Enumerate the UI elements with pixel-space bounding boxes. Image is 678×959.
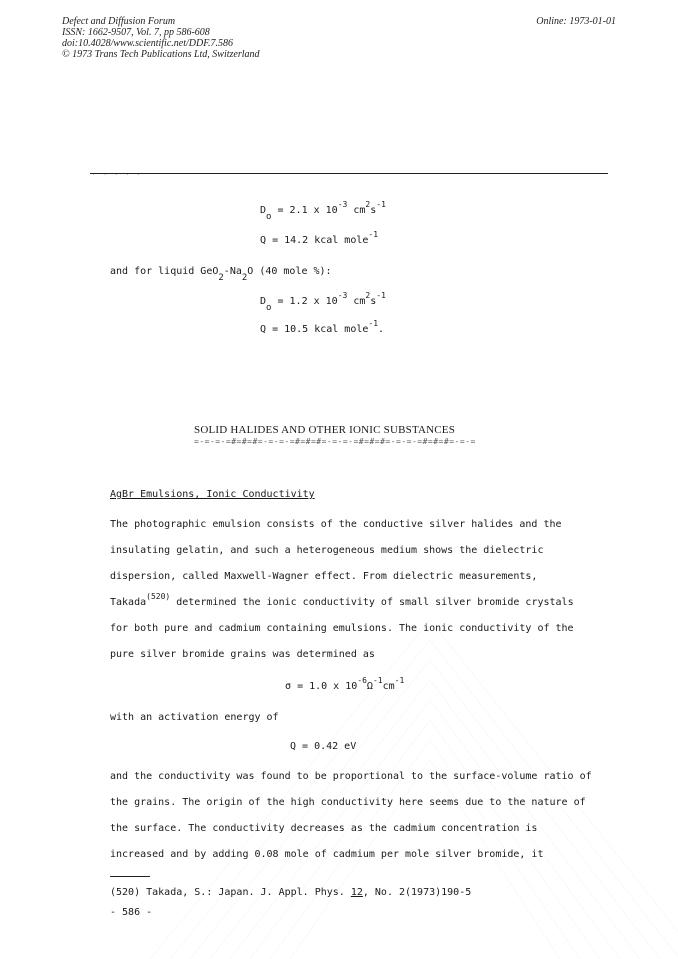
rule-dots: . . . . . <box>92 170 143 177</box>
text-line: and the conductivity was found to be proportional to the surface-volume ratio of <box>110 771 592 782</box>
subsection-title: AgBr Emulsions, Ionic Conductivity <box>110 489 315 500</box>
doi-link[interactable]: doi:10.4028/www.scientific.net/DDF.7.586 <box>62 38 234 49</box>
text-line: for both pure and cadmium containing emulsions. The ionic conductivity of the <box>110 623 574 634</box>
issn-line: ISSN: 1662-9507, Vol. 7, pp 586-608 <box>62 27 210 38</box>
footnote-rule <box>110 876 150 877</box>
eq4-activation-energy: Q = 0.42 eV <box>290 741 357 752</box>
eq1-activation-energy: Q = 14.2 kcal mole$^{-1}$ <box>260 230 379 246</box>
liquid-line: and for liquid $GeO_2-Na_2O$ (40 mole %): <box>110 266 332 283</box>
eq3-conductivity: σ = 1.0 x $10^{-6}\Omega^{-1}cm^{-1}$ <box>285 676 405 692</box>
eq1-diffusion-coefficient: $D_o = 2.1$ x $10^{-3}$ $cm^2s^{-1}$ <box>260 200 386 222</box>
paragraph-1 <box>110 512 574 668</box>
page-number: - 586 - <box>110 907 153 918</box>
text-line: pure silver bromide grains was determined as <box>110 649 375 660</box>
eq2-diffusion-coefficient: $D_o = 1.2$ x $10^{-3}$ $cm^2s^{-1}$ <box>260 291 386 313</box>
paragraph-2 <box>110 764 592 868</box>
text-line: The photographic emulsion consists of the conductive silver halides and the <box>110 519 562 530</box>
journal-header <box>62 16 260 60</box>
journal-name: Defect and Diffusion Forum <box>62 16 176 27</box>
text-line: the surface. The conductivity decreases as the cadmium concentration is <box>110 823 538 834</box>
section-title: SOLID HALIDES AND OTHER IONIC SUBSTANCES <box>194 424 456 436</box>
top-rule <box>90 173 608 174</box>
section-title-underline: =-=-=-=#=#=#=-=-=-=#=#=#=-=-=-=#=#=#=-=-=-=#=#=#=-=-= <box>194 437 476 446</box>
copyright-line: © 1973 Trans Tech Publications Ltd, Switzerland <box>62 49 260 60</box>
text-line: Takada$^{(520)}$ determined the ionic conductivity of small silver bromide crystals <box>110 592 574 608</box>
eq2-activation-energy: Q = 10.5 kcal mole$^{-1}$. <box>260 319 385 335</box>
reference-marker[interactable]: (520) <box>146 592 171 601</box>
online-date: Online: 1973-01-01 <box>536 16 616 27</box>
text-line: insulating gelatin, and such a heterogeneous medium shows the dielectric <box>110 545 544 556</box>
text-line: increased and by adding 0.08 mole of cadmium per mole silver bromide, it <box>110 849 544 860</box>
activation-line: with an activation energy of <box>110 712 279 723</box>
text-line: dispersion, called Maxwell-Wagner effect. From dielectric measurements, <box>110 571 538 582</box>
text-line: the grains. The origin of the high conductivity here seems due to the nature of <box>110 797 586 808</box>
footnote: (520) Takada, S.: Japan. J. Appl. Phys. 12, No. 2(1973)190-5 <box>110 887 472 898</box>
